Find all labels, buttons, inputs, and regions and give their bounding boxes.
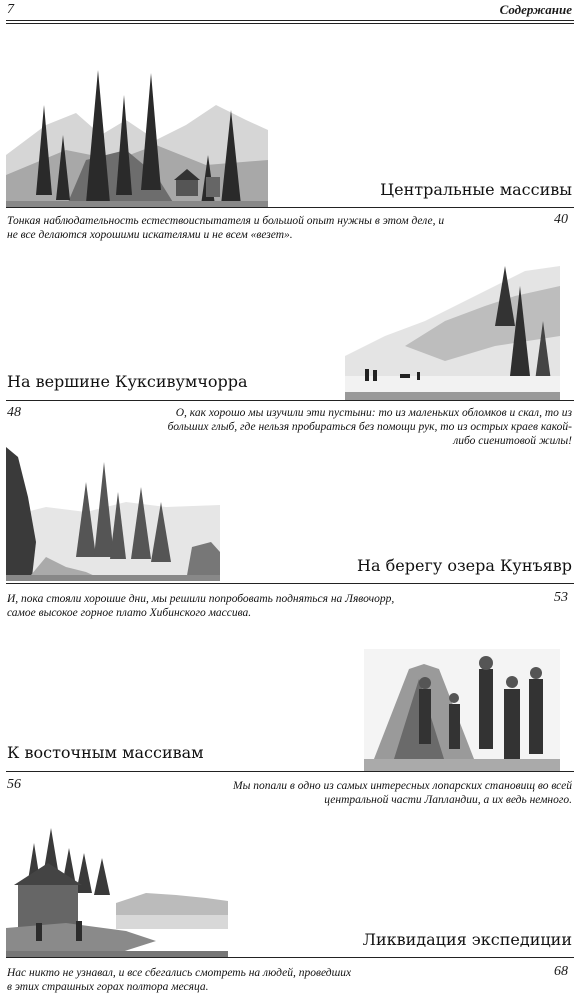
page-number: 7 bbox=[7, 2, 14, 17]
entry-description: Тонкая наблюдательность естествоиспытателя и большой опыт нужны в этом деле, и не все делаются хорошими искателями и не всем «везет». bbox=[7, 215, 445, 241]
entry-description: Нас никто не узнавал, и все сбегались смотреть на людей, проведших в этих страшных горах полтора месяца. bbox=[7, 967, 352, 993]
entry-page: 40 bbox=[554, 212, 568, 227]
entry-title: К восточным массивам bbox=[7, 743, 204, 762]
entry-title: Центральные массивы bbox=[380, 180, 572, 199]
page-header bbox=[0, 0, 580, 26]
entry-description: И, пока стояли хорошие дни, мы решили попробовать подняться на Лявочорр, самое высокое горное плато Хибинского массива. bbox=[7, 593, 395, 619]
entry-page: 48 bbox=[7, 405, 21, 420]
entry-page: 53 bbox=[554, 590, 568, 605]
entry-rule bbox=[6, 207, 574, 208]
header-rule bbox=[6, 23, 574, 24]
entry-rule bbox=[6, 957, 574, 958]
entry-page: 56 bbox=[7, 777, 21, 792]
running-head: Содержание bbox=[499, 2, 572, 17]
entry-page: 68 bbox=[554, 964, 568, 979]
entry-title: Ликвидация экспедиции bbox=[362, 930, 572, 949]
entry-title: На берегу озера Кунъявр bbox=[357, 556, 572, 575]
entry-description: Мы попали в одно из самых интересных лопарских становищ во всей центральной части Лапландии, а их ведь немного. bbox=[233, 780, 572, 806]
forest-mountain-illustration bbox=[6, 65, 268, 207]
entry-rule bbox=[6, 583, 574, 584]
sami-camp-illustration bbox=[364, 649, 560, 771]
lakeshore-illustration bbox=[6, 447, 220, 581]
entry-rule bbox=[6, 400, 574, 401]
entry-description: О, как хорошо мы изучили эти пустыни: то из маленьких обломков и скал, то из больших глыб, где нельзя пробираться без помощи рук, то из острых краев какой-либо сиенитовой жилы! bbox=[167, 407, 572, 447]
header-rule bbox=[6, 20, 574, 21]
snowy-mountain-illustration bbox=[345, 266, 560, 400]
entry-title: На вершине Куксивумчорра bbox=[7, 372, 248, 391]
coastal-village-illustration bbox=[6, 823, 228, 957]
entry-rule bbox=[6, 771, 574, 772]
